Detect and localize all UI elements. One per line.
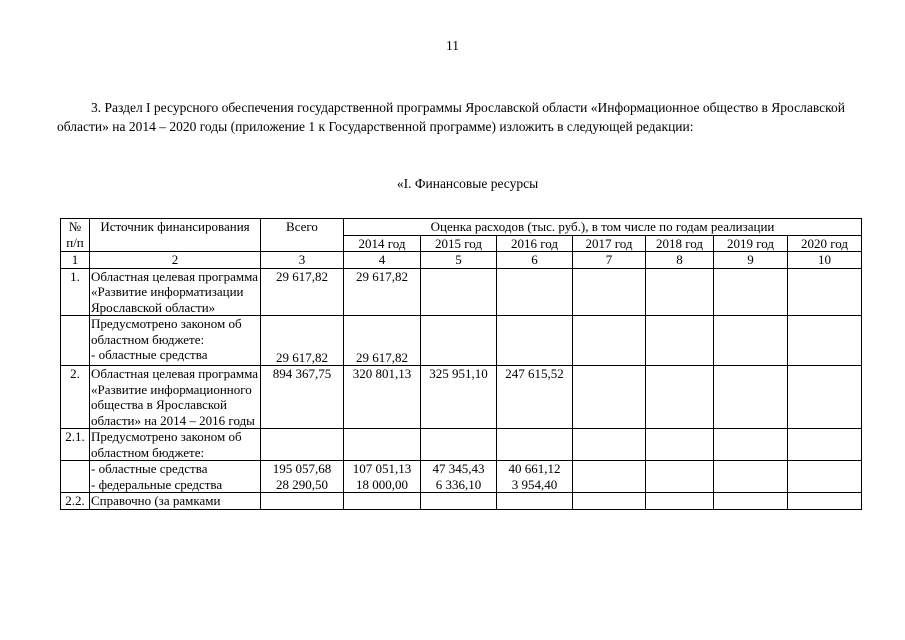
row-2015: 325 951,10 — [421, 366, 497, 429]
row-total-regional: 195 057,68 — [272, 461, 332, 476]
header-year: 2019 год — [714, 235, 788, 252]
table-row — [61, 366, 862, 429]
col-number: 4 — [344, 252, 421, 269]
header-row-1 — [61, 219, 862, 236]
body-paragraph: 3. Раздел I ресурсного обеспечения государственной программы Ярославской области «Информационное общество в Ярославской области» на 2014 – 2020 годы (приложение 1 к Государственной программе) изложить в следующей редакции: — [57, 100, 845, 134]
financial-resources-table — [60, 218, 862, 510]
row-2015 — [421, 316, 497, 366]
row-total: 29 617,82 — [261, 316, 344, 366]
section-title: «I. Финансовые ресурсы — [396, 176, 539, 191]
header-num: № п/п — [61, 219, 90, 252]
col-number: 3 — [261, 252, 344, 269]
col-number: 8 — [646, 252, 714, 269]
row-2014: 29 617,82 — [344, 268, 421, 316]
row-source-federal: - федеральные средства — [91, 476, 223, 492]
header-total: Всего — [261, 219, 344, 252]
row-num: 1. — [61, 268, 90, 316]
row-source-regional: - областные средства — [91, 461, 208, 476]
header-estimate: Оценка расходов (тыс. руб.), в том числе по годам реализации — [344, 219, 862, 236]
col-number: 1 — [61, 252, 90, 269]
header-source: Источник финансирования — [90, 219, 261, 252]
row-source: Областная целевая программа «Развитие информационного общества в Ярославской области» на 2014 – 2016 годы — [90, 366, 261, 429]
row-2016-federal: 3 954,40 — [511, 476, 558, 492]
header-year: 2017 год — [573, 235, 646, 252]
row-source-sub: - областные средства — [91, 347, 208, 362]
row-2016-regional: 40 661,12 — [508, 461, 561, 476]
row-2014-federal: 18 000,00 — [356, 476, 408, 492]
column-numbers-row — [61, 252, 862, 269]
row-source: Предусмотрено законом об областном бюджете: — [91, 316, 242, 347]
row-source: Справочно (за рамками — [90, 493, 261, 510]
row-2014: 320 801,13 — [344, 366, 421, 429]
col-number: 2 — [90, 252, 261, 269]
col-number: 10 — [788, 252, 862, 269]
table-row — [61, 268, 862, 316]
col-number: 6 — [497, 252, 573, 269]
row-source: Предусмотрено законом об областном бюджете: — [90, 429, 261, 461]
row-num — [61, 461, 90, 493]
row-total-federal: 28 290,50 — [276, 476, 328, 492]
header-year: 2018 год — [646, 235, 714, 252]
header-year: 2014 год — [344, 235, 421, 252]
row-num — [61, 316, 90, 366]
col-number: 5 — [421, 252, 497, 269]
row-total: 894 367,75 — [261, 366, 344, 429]
header-year: 2020 год — [788, 235, 862, 252]
header-year: 2016 год — [497, 235, 573, 252]
row-source: Областная целевая программа «Развитие информатизации Ярославской области» — [90, 268, 261, 316]
table-row — [61, 461, 862, 493]
row-num: 2.1. — [61, 429, 90, 461]
row-2016 — [497, 316, 573, 366]
row-2016: 247 615,52 — [497, 366, 573, 429]
row-num: 2. — [61, 366, 90, 429]
row-2014: 29 617,82 — [344, 316, 421, 366]
row-2015 — [421, 268, 497, 316]
header-year: 2015 год — [421, 235, 497, 252]
col-number: 7 — [573, 252, 646, 269]
table-row — [61, 429, 862, 461]
row-2016 — [497, 268, 573, 316]
col-number: 9 — [714, 252, 788, 269]
row-total: 29 617,82 — [261, 268, 344, 316]
row-2014-regional: 107 051,13 — [352, 461, 412, 476]
table-row — [61, 316, 862, 366]
page-number: 11 — [446, 38, 459, 53]
table-row — [61, 493, 862, 510]
row-2015-regional: 47 345,43 — [432, 461, 485, 476]
row-num: 2.2. — [61, 493, 90, 510]
row-2015-federal: 6 336,10 — [435, 476, 482, 492]
